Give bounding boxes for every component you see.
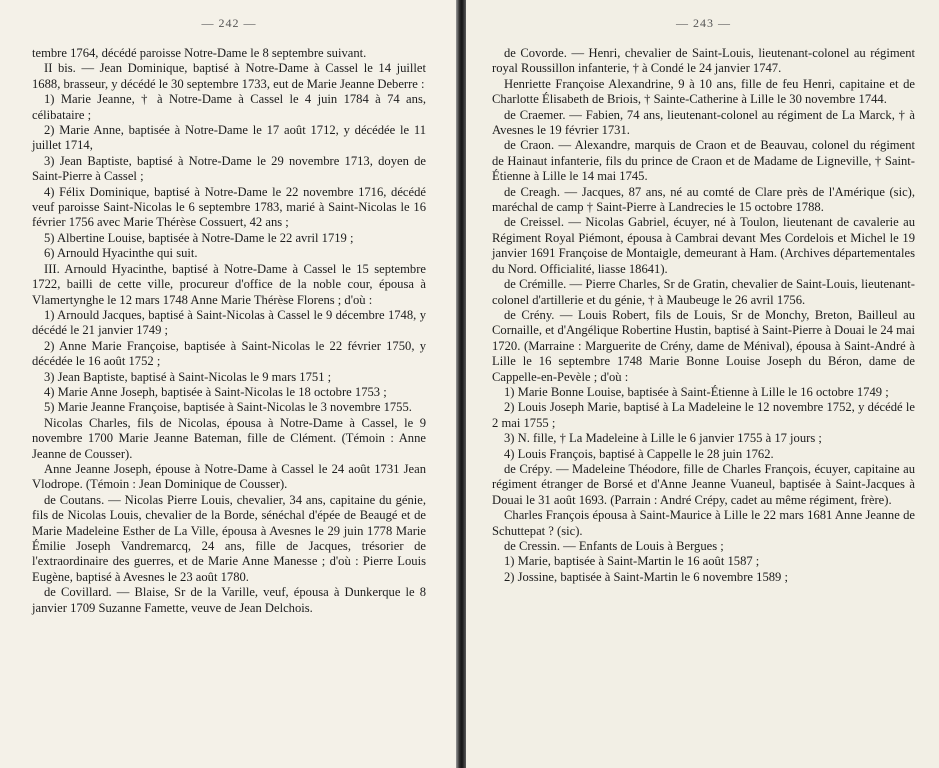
right-page: [466, 0, 939, 768]
list-item: 4) Félix Dominique, baptisé à Notre-Dame le 22 novembre 1716, décédé veuf paroisse Saint-Nicolas le 6 septembre 1783, marié à Saint-Nicolas le 16 février 1756 avec Marie Thérèse Cossuert, 42 ans ;: [32, 184, 426, 230]
list-item: 2) Jossine, baptisée à Saint-Martin le 6 novembre 1589 ;: [504, 569, 788, 584]
list-item: 4) Marie Anne Joseph, baptisée à Saint-Nicolas le 18 octobre 1753 ;: [44, 384, 387, 399]
left-page: [0, 0, 456, 768]
entry-paragraph: de Covillard. — Blaise, Sr de la Varille, veuf, épousa à Dunkerque le 8 janvier 1709 Suzanne Famette, veuve de Jean Delchois.: [32, 585, 426, 615]
list-item: 2) Marie Anne, baptisée à Notre-Dame le 17 août 1712, y décédée le 11 juillet 1714,: [32, 123, 426, 153]
list-item: 1) Marie Jeanne, † à Notre-Dame à Cassel le 4 juin 1784 à 74 ans, célibataire ;: [32, 92, 426, 122]
entry-paragraph: de Coutans. — Nicolas Pierre Louis, chevalier, 34 ans, capitaine du génie, fils de Nicolas Louis, chevalier de la Borde, sénéchal d'épée de Beaugé et de Marie Madeleine Esther de La Ville, épousa à Avesnes le 29 juin 1778 Marie Émilie Joseph Vandremarcq, 24 ans, fille de Jacques, trésorier de l'extraordinaire des guerres, et de Marie Anne Manesse ; d'où : Pierre Louis Eugène, baptisé à Avesnes le 23 août 1780.: [32, 492, 426, 584]
list-item: 6) Arnould Hyacinthe qui suit.: [44, 246, 198, 261]
entry-paragraph: de Craemer. — Fabien, 74 ans, lieutenant-colonel au régiment de La Marck, † à Avesnes le 19 février 1731.: [492, 107, 915, 138]
list-item: 3) N. fille, † La Madeleine à Lille le 6 janvier 1755 à 17 jours ;: [504, 431, 822, 446]
list-item: 5) Albertine Louise, baptisée à Notre-Dame le 22 avril 1719 ;: [44, 230, 354, 245]
paragraph: Anne Jeanne Joseph, épouse à Notre-Dame à Cassel le 24 août 1731 Jean Vlodrope. (Témoin : Jean Dominique de Cousser).: [32, 461, 426, 492]
entry-paragraph: de Crény. — Louis Robert, fils de Louis, Sr de Monchy, Breton, Bailleul au Cornaille, et d'Angélique Robertine Hustin, baptisé à Saint-Pierre à Douai le 24 mai 1720. (Marraine : Marguerite de Crény, dame de Ménival), épousa à Saint-André à Lille le 16 septembre 1748 Marie Bonne Louise Joseph du Béron, dame de Cappelle-en-Pevèle ; d'où :: [492, 307, 915, 384]
list-item: 3) Jean Baptiste, baptisé à Notre-Dame le 29 novembre 1713, doyen de Saint-Pierre à Cassel ;: [32, 153, 426, 184]
entry-paragraph: de Crépy. — Madeleine Théodore, fille de Charles François, écuyer, capitaine au régiment étranger de Borsé et d'Anne Jeanne Vuaneul, baptisée à Saint-Jacques à Douai le 31 août 1693. (Parrain : André Crépy, cadet au même régiment, frère).: [492, 461, 915, 507]
list-item: 3) Jean Baptiste, baptisé à Saint-Nicolas le 9 mars 1751 ;: [44, 369, 332, 384]
paragraph: II bis. — Jean Dominique, baptisé à Notre-Dame à Cassel le 14 juillet 1688, brasseur, y décédé le 30 septembre 1733, eut de Marie Jeanne Deberre :: [32, 61, 426, 91]
entry-paragraph: de Covorde. — Henri, chevalier de Saint-Louis, lieutenant-colonel au régiment royal Roussillon infanterie, † à Condé le 24 janvier 1747.: [492, 46, 915, 76]
entry-paragraph: de Creagh. — Jacques, 87 ans, né au comté de Clare près de l'Amérique (sic), maréchal de camp † Saint-Pierre à Landrecies le 15 octobre 1788.: [492, 184, 915, 215]
list-item: 1) Arnould Jacques, baptisé à Saint-Nicolas à Cassel le 9 décembre 1748, y décédé le 21 janvier 1749 ;: [32, 307, 426, 338]
list-item: 5) Marie Jeanne Françoise, baptisée à Saint-Nicolas le 3 novembre 1755.: [44, 400, 412, 415]
list-item: 1) Marie, baptisée à Saint-Martin le 16 août 1587 ;: [504, 554, 760, 569]
entry-paragraph: de Cressin. — Enfants de Louis à Bergues ;: [504, 539, 724, 553]
right-page-number: — 243 —: [676, 16, 731, 30]
entry-paragraph: de Crémille. — Pierre Charles, Sr de Gratin, chevalier de Saint-Louis, lieutenant-colonel d'artillerie et du génie, † à Maubeuge le 26 avril 1756.: [492, 277, 915, 307]
paragraph: III. Arnould Hyacinthe, baptisé à Notre-Dame à Cassel le 15 septembre 1722, bailli de cette ville, procureur d'office de la noble cour, épousa à Vlamertynghe le 12 mars 1748 Anne Marie Thérèse Florens ; d'où :: [32, 261, 426, 307]
paragraph: tembre 1764, décédé paroisse Notre-Dame le 8 septembre suivant.: [32, 46, 367, 60]
paragraph: Henriette Françoise Alexandrine, 9 à 10 ans, fille de feu Henri, capitaine et de Charlotte Élisabeth de Briois, † Sainte-Catherine à Lille le 30 novembre 1744.: [492, 76, 915, 107]
entry-paragraph: de Creissel. — Nicolas Gabriel, écuyer, né à Toulon, lieutenant de cavalerie au Régiment Royal Piémont, épousa à Cambrai devant Mes Cordelois et Michel le 19 janvier 1691 Françoise de Montaigle, demeurant à Ham. (Archives départementales du Nord. Officialité, liasse 18641).: [492, 215, 915, 276]
list-item: 2) Anne Marie Françoise, baptisée à Saint-Nicolas le 22 février 1750, y décédée le 16 août 1752 ;: [32, 338, 426, 369]
book-gutter: [456, 0, 466, 768]
list-item: 4) Louis François, baptisé à Cappelle le 28 juin 1762.: [504, 446, 774, 461]
list-item: 1) Marie Bonne Louise, baptisée à Saint-Étienne à Lille le 16 octobre 1749 ;: [504, 384, 889, 399]
entry-paragraph: de Craon. — Alexandre, marquis de Craon et de Beauvau, colonel du régiment de Hainaut infanterie, fils du prince de Craon et de Madame de Ligneville, † Saint-Étienne à Lille le 14 mai 1745.: [492, 138, 915, 184]
paragraph: Charles François épousa à Saint-Maurice à Lille le 22 mars 1681 Anne Jeanne de Schuttepat ? (sic).: [492, 508, 915, 538]
paragraph: Nicolas Charles, fils de Nicolas, épousa à Notre-Dame à Cassel, le 9 novembre 1700 Marie Jeanne Bateman, fille de Clément. (Témoin : Anne Jeanne de Cousser).: [32, 415, 426, 461]
left-page-number: — 242 —: [201, 16, 257, 30]
list-item: 2) Louis Joseph Marie, baptisé à La Madeleine le 12 novembre 1752, y décédé le 2 mai 1755 ;: [492, 400, 915, 430]
